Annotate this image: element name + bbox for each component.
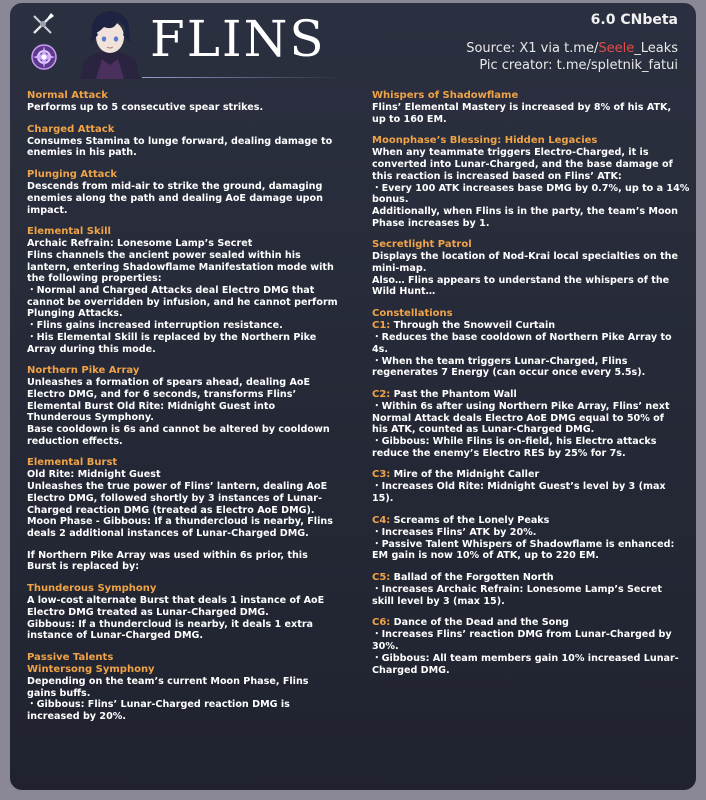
section-text: Old Rite: Midnight Guest bbox=[27, 469, 161, 481]
section-text: Gibbous: If a thundercloud is nearby, it deals 1 extra bbox=[27, 618, 314, 630]
section-text: ・Normal and Charged Attacks deal Electro DMG that bbox=[27, 285, 315, 297]
section-text: Base cooldown is 6s and cannot be altered by cooldown bbox=[27, 424, 330, 436]
section-text: 4s. bbox=[372, 343, 389, 355]
section-text: ・Reduces the base cooldown of Northern Pike Array to bbox=[372, 332, 672, 344]
constellation-label: C3: bbox=[372, 469, 391, 481]
left-column bbox=[27, 90, 343, 733]
section-text: impact. bbox=[27, 204, 68, 216]
section-text: 30%. bbox=[372, 641, 399, 653]
section-text: Archaic Refrain: Lonesome Lamp’s Secret bbox=[27, 238, 253, 250]
constellation-c1 bbox=[372, 320, 690, 379]
source-line bbox=[466, 41, 678, 56]
section-text: the following properties: bbox=[27, 273, 162, 285]
section-text: Wild Hunt… bbox=[372, 286, 436, 298]
section-heading: Whispers of Shadowflame bbox=[372, 90, 519, 101]
section-text: ・Gibbous: Flins’ Lunar-Charged reaction DMG is bbox=[27, 699, 290, 711]
northern-pike-section bbox=[27, 365, 343, 447]
section-text: instance of Lunar-Charged DMG. bbox=[27, 630, 204, 642]
section-text: skill level by 3 (max 15). bbox=[372, 595, 505, 607]
character-portrait bbox=[74, 5, 146, 79]
spacer bbox=[27, 540, 343, 550]
source-red: Seele bbox=[598, 41, 635, 56]
section-text: Also… Flins appears to understand the whispers of the bbox=[372, 274, 670, 286]
section-text: regenerates 7 Energy (can occur once every 5.5s). bbox=[372, 367, 646, 379]
section-text: Elemental Burst Old Rite: Midnight Guest into bbox=[27, 400, 276, 412]
section-text: ・Passive Talent Whispers of Shadowflame is enhanced: bbox=[372, 538, 675, 550]
thunderous-symphony-section bbox=[27, 583, 343, 642]
section-text: reduce the enemy’s Electro RES by 25% for 7s. bbox=[372, 447, 626, 459]
section-text: ・Gibbous: All team members gain 10% increased Lunar- bbox=[372, 652, 679, 664]
section-text: A low-cost alternate Burst that deals 1 instance of AoE bbox=[27, 595, 325, 607]
constellation-name: Through the Snowveil Curtain bbox=[390, 320, 556, 332]
section-heading: Plunging Attack bbox=[27, 169, 117, 181]
section-heading: Charged Attack bbox=[27, 123, 115, 135]
constellation-name: Dance of the Dead and the Song bbox=[390, 617, 569, 629]
section-text: ・Increases Flins’ ATK by 20%. bbox=[372, 526, 537, 538]
section-text: Depending on the team’s current Moon Phase, Flins bbox=[27, 675, 309, 687]
section-text: enemies in his path. bbox=[27, 147, 137, 159]
section-text: ・Flins gains increased interruption resistance. bbox=[27, 320, 283, 332]
moonphase-blessing-section bbox=[372, 135, 690, 229]
constellation-c3 bbox=[372, 469, 690, 504]
section-text: Unleashes a formation of spears ahead, dealing AoE bbox=[27, 377, 311, 389]
section-text: ・Increases Old Rite: Midnight Guest’s level by 3 (max bbox=[372, 481, 666, 493]
section-text: 15). bbox=[372, 493, 394, 505]
section-heading: Constellations bbox=[372, 308, 453, 320]
charged-attack-section bbox=[27, 124, 343, 159]
constellation-label: C1: bbox=[372, 320, 391, 332]
section-text: increased by 20%. bbox=[27, 711, 127, 723]
version-label: 6.0 CNbeta bbox=[590, 12, 678, 28]
constellation-title bbox=[372, 320, 690, 332]
section-text: Normal Attack deals Electro AoE DMG equal to 50% of bbox=[372, 412, 664, 424]
section-heading: Elemental Burst bbox=[27, 457, 118, 469]
section-heading: Normal Attack bbox=[27, 90, 108, 101]
secretlight-patrol-section bbox=[372, 239, 690, 298]
section-text: Additionally, when Flins is in the party, the team’s Moon bbox=[372, 205, 678, 217]
section-text: EM gain is now 10% of ATK, up to 220 EM. bbox=[372, 550, 599, 562]
section-text: If Northern Pike Array was used within 6s prior, this bbox=[27, 549, 308, 561]
constellation-c4 bbox=[372, 515, 690, 562]
section-text: lantern, entering Shadowflame Manifestation mode with bbox=[27, 261, 334, 273]
constellation-name: Past the Phantom Wall bbox=[390, 388, 517, 400]
section-text: Performs up to 5 consecutive spear strikes. bbox=[27, 102, 264, 113]
constellation-name: Mire of the Midnight Caller bbox=[390, 469, 540, 481]
section-text: Displays the location of Nod-Krai local specialties on the bbox=[372, 251, 678, 263]
section-text: Descends from mid-air to strike the ground, damaging bbox=[27, 181, 323, 193]
section-heading: Thunderous Symphony bbox=[27, 583, 157, 595]
section-subheading: Wintersong Symphony bbox=[27, 663, 155, 675]
section-text: his ATK, counted as Lunar-Charged DMG. bbox=[372, 424, 595, 436]
constellations-section bbox=[372, 308, 690, 676]
section-text: Thunderous Symphony. bbox=[27, 412, 154, 424]
section-text: reduction effects. bbox=[27, 435, 123, 447]
elemental-skill-section bbox=[27, 226, 343, 355]
section-heading: Elemental Skill bbox=[27, 226, 111, 238]
section-text: Array during this mode. bbox=[27, 343, 156, 355]
constellation-title bbox=[372, 515, 690, 527]
right-column bbox=[372, 90, 690, 686]
header bbox=[10, 3, 696, 85]
section-text: ・Within 6s after using Northern Pike Array, Flins’ next bbox=[372, 400, 670, 412]
constellation-title bbox=[372, 469, 690, 481]
section-text: Consumes Stamina to lunge forward, dealing damage to bbox=[27, 135, 333, 147]
constellation-name: Ballad of the Forgotten North bbox=[390, 571, 554, 583]
section-text: ・Increases Archaic Refrain: Lonesome Lamp’s Secret bbox=[372, 583, 662, 595]
section-heading: Passive Talents bbox=[27, 651, 114, 663]
constellation-label: C5: bbox=[372, 571, 391, 583]
constellation-title bbox=[372, 389, 690, 401]
section-text: converted into Lunar-Charged, and the base damage of bbox=[372, 159, 673, 171]
section-text: When any teammate triggers Electro-Charged, it is bbox=[372, 147, 649, 159]
constellation-title bbox=[372, 572, 690, 584]
plunging-attack-section bbox=[27, 169, 343, 216]
section-text: Burst is replaced by: bbox=[27, 561, 140, 573]
section-text: Flins’ Elemental Mastery is increased by 8% of his ATK, bbox=[372, 102, 672, 113]
constellation-c6 bbox=[372, 617, 690, 676]
pic-creator-line: Pic creator: t.me/spletnik_fatui bbox=[479, 58, 678, 73]
section-text: Electro DMG, and for 6 seconds, transforms Flins’ bbox=[27, 388, 297, 400]
page-title: FLINS bbox=[150, 10, 326, 68]
section-text: bonus. bbox=[372, 194, 409, 206]
normal-attack-section bbox=[27, 90, 343, 114]
section-text: Charged reaction DMG (treated as Electro AoE DMG). bbox=[27, 504, 315, 516]
section-text: Flins channels the ancient power sealed within his bbox=[27, 249, 301, 261]
section-text: this reaction is increased based on Flins’ ATK: bbox=[372, 170, 622, 182]
section-text: Charged DMG. bbox=[372, 664, 450, 676]
section-heading: Northern Pike Array bbox=[27, 365, 140, 377]
section-text: enemies along the path and dealing AoE damage upon bbox=[27, 192, 323, 204]
section-text: ・Every 100 ATK increases base DMG by 0.7%, up to a 14% bbox=[372, 182, 690, 194]
section-text: Unleashes the true power of Flins’ lantern, dealing AoE bbox=[27, 481, 328, 493]
section-text: ・Gibbous: While Flins is on-field, his Electro attacks bbox=[372, 436, 657, 448]
section-text: Phase increases by 1. bbox=[372, 217, 490, 229]
passive-talents-section bbox=[27, 652, 343, 723]
section-text: ・His Elemental Skill is replaced by the Northern Pike bbox=[27, 331, 317, 343]
constellation-name: Screams of the Lonely Peaks bbox=[390, 514, 550, 526]
section-text: up to 160 EM. bbox=[372, 113, 447, 125]
section-text: Electro DMG treated as Lunar-Charged DMG. bbox=[27, 606, 269, 618]
section-text: ・When the team triggers Lunar-Charged, Flins bbox=[372, 355, 628, 367]
source-prefix: Source: X1 via t.me/ bbox=[466, 41, 599, 56]
section-text: gains buffs. bbox=[27, 687, 91, 699]
header-divider bbox=[142, 77, 342, 78]
section-text: mini-map. bbox=[372, 263, 427, 275]
constellation-c5 bbox=[372, 572, 690, 607]
constellation-label: C4: bbox=[372, 514, 391, 526]
section-text: Electro DMG, followed shortly by 3 instances of Lunar- bbox=[27, 492, 322, 504]
constellation-c2 bbox=[372, 389, 690, 460]
section-text: Plunging Attacks. bbox=[27, 308, 123, 320]
section-heading: Secretlight Patrol bbox=[372, 239, 472, 251]
character-card bbox=[10, 3, 696, 790]
section-text: cannot be overridden by infusion, and he cannot perform bbox=[27, 296, 338, 308]
whispers-section bbox=[372, 90, 690, 125]
section-text: Moon Phase - Gibbous: If a thundercloud is nearby, Flins bbox=[27, 516, 333, 528]
section-text: ・Increases Flins’ reaction DMG from Lunar-Charged by bbox=[372, 629, 672, 641]
constellation-label: C6: bbox=[372, 617, 391, 629]
constellation-title bbox=[372, 617, 690, 629]
elemental-burst-section bbox=[27, 457, 343, 573]
section-text: deals 2 additional instances of Lunar-Charged DMG. bbox=[27, 527, 309, 539]
electro-element-icon bbox=[30, 43, 58, 71]
source-suffix: _Leaks bbox=[634, 41, 678, 56]
polearm-icon bbox=[30, 11, 56, 37]
constellation-label: C2: bbox=[372, 388, 391, 400]
section-heading: Moonphase’s Blessing: Hidden Legacies bbox=[372, 135, 598, 147]
